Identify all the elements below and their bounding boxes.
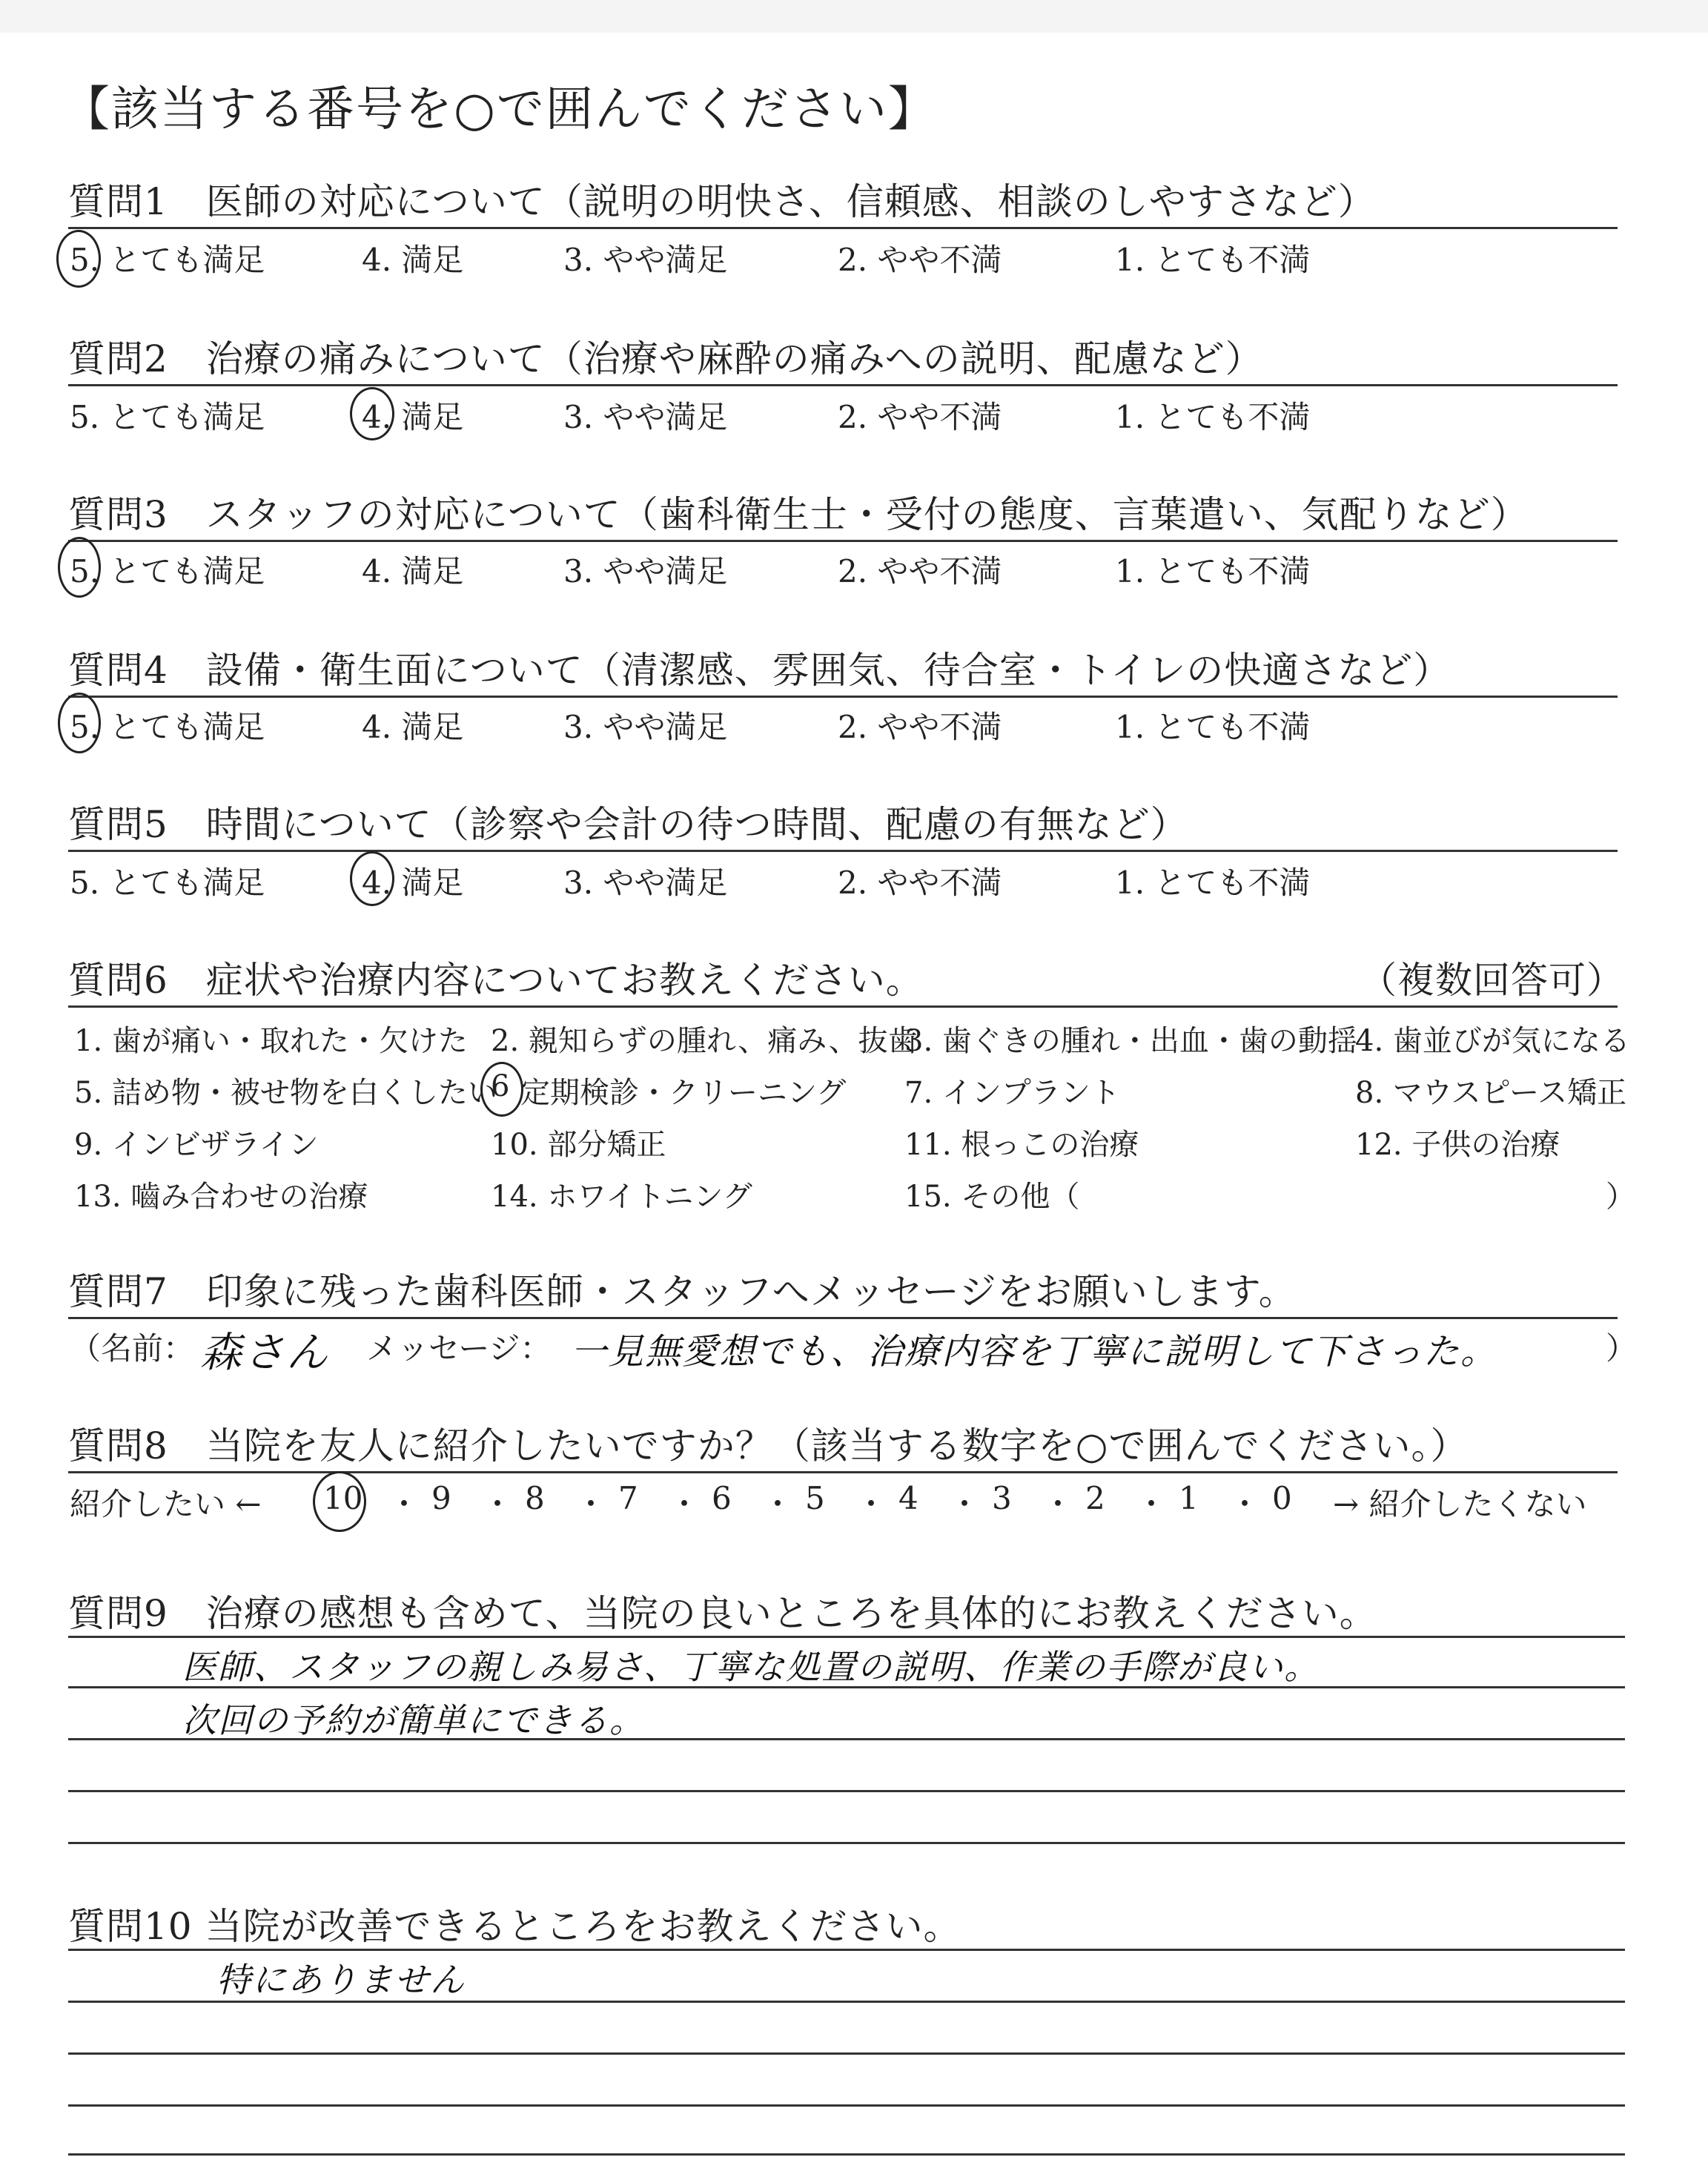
q7-rule <box>68 1317 1618 1319</box>
q8-dot: ・ <box>1042 1486 1074 1522</box>
q5-option-2[interactable]: 2. やや不満 <box>838 865 1002 901</box>
q6-item-10[interactable]: 10. 部分矯正 <box>491 1128 666 1162</box>
q6-item-6[interactable]: 定期検診・クリーニング <box>520 1076 847 1110</box>
q4-option-1[interactable]: 1. とても不満 <box>1115 709 1311 745</box>
q7-name-handwritten[interactable]: 森さん <box>200 1329 329 1377</box>
q6-item-8[interactable]: 8. マウスピース矯正 <box>1355 1076 1627 1110</box>
q8-scale-2[interactable]: 2 <box>1085 1480 1105 1516</box>
q2-option-4[interactable]: 4. 満足 <box>362 399 464 435</box>
q8-scale-9[interactable]: 9 <box>431 1480 451 1516</box>
q8-scale-10[interactable]: 10 <box>323 1480 363 1516</box>
q9-rule <box>68 1636 1625 1638</box>
q6-item-3[interactable]: 3. 歯ぐきの腫れ・出血・歯の動揺 <box>904 1024 1357 1058</box>
q5-rule <box>68 850 1618 852</box>
q4-selection-circle <box>58 693 101 753</box>
q6-multiple-answers-note: （複数回答可） <box>1360 959 1624 1002</box>
q1-option-5[interactable]: 5. とても満足 <box>70 242 265 278</box>
q9-answer-handwritten-1[interactable]: 医師、スタッフの親しみ易さ、丁寧な処置の説明、作業の手際が良い。 <box>182 1647 1320 1687</box>
q7-close-paren: ） <box>1606 1330 1638 1367</box>
q3-option-2[interactable]: 2. やや不満 <box>838 553 1002 589</box>
scan-top-edge <box>0 0 1708 33</box>
q5-option-3[interactable]: 3. やや満足 <box>563 865 728 901</box>
q8-scale-5[interactable]: 5 <box>805 1480 825 1516</box>
q8-title: 質問8 当院を友人に紹介したいですか？（該当する数字を○で囲んでください。） <box>68 1424 1469 1467</box>
q6-item-14[interactable]: 14. ホワイトニング <box>491 1180 752 1214</box>
q8-dot: ・ <box>669 1486 701 1522</box>
q6-item-7[interactable]: 7. インプラント <box>904 1076 1120 1110</box>
q4-option-2[interactable]: 2. やや不満 <box>838 709 1002 745</box>
q1-option-4[interactable]: 4. 満足 <box>362 242 464 278</box>
q8-scale-4[interactable]: 4 <box>898 1480 918 1516</box>
q1-rule <box>68 227 1618 229</box>
q6-item-4[interactable]: 4. 歯並びが気になる <box>1355 1024 1630 1058</box>
q8-right-label: → 紹介したくない <box>1333 1486 1587 1522</box>
q8-dot: ・ <box>575 1486 607 1522</box>
q2-option-2[interactable]: 2. やや不満 <box>838 399 1002 435</box>
q3-selection-circle <box>58 537 101 598</box>
q5-option-4[interactable]: 4. 満足 <box>362 865 464 901</box>
q10-answer-line <box>68 2052 1625 2055</box>
q6-selection-circle <box>480 1062 523 1117</box>
page-title: 【該当する番号を○で囲んでください】 <box>62 82 937 137</box>
q4-option-5[interactable]: 5. とても満足 <box>70 709 265 745</box>
q9-answer-line <box>68 1842 1625 1844</box>
q9-answer-handwritten-2[interactable]: 次回の予約が簡単にできる。 <box>182 1700 645 1740</box>
q3-title: 質問3 スタッフの対応について（歯科衛生士・受付の態度、言葉遣い、気配りなど） <box>68 493 1529 536</box>
q6-item-13[interactable]: 13. 嚙み合わせの治療 <box>74 1180 368 1214</box>
q8-dot: ・ <box>482 1486 514 1522</box>
q8-dot: ・ <box>1136 1486 1168 1522</box>
q8-scale-1[interactable]: 1 <box>1179 1480 1199 1516</box>
q5-option-5[interactable]: 5. とても満足 <box>70 865 265 901</box>
q3-option-1[interactable]: 1. とても不満 <box>1115 553 1311 589</box>
q8-left-label: 紹介したい ← <box>70 1486 262 1522</box>
q10-answer-line <box>68 2104 1625 2107</box>
q8-scale-8[interactable]: 8 <box>525 1480 545 1516</box>
q4-rule <box>68 696 1618 698</box>
q7-title: 質問7 印象に残った歯科医師・スタッフへメッセージをお願いします。 <box>68 1270 1297 1313</box>
q6-item-12[interactable]: 12. 子供の治療 <box>1355 1128 1560 1162</box>
q1-option-1[interactable]: 1. とても不満 <box>1115 242 1311 278</box>
q10-rule <box>68 1949 1625 1951</box>
q8-dot: ・ <box>762 1486 794 1522</box>
q8-scale-7[interactable]: 7 <box>618 1480 638 1516</box>
q6-item-5[interactable]: 5. 詰め物・被せ物を白くしたい <box>74 1076 497 1110</box>
q6-rule <box>68 1005 1618 1008</box>
q4-option-3[interactable]: 3. やや満足 <box>563 709 728 745</box>
q2-option-1[interactable]: 1. とても不満 <box>1115 399 1311 435</box>
q5-option-1[interactable]: 1. とても不満 <box>1115 865 1311 901</box>
q8-dot: ・ <box>855 1486 887 1522</box>
q8-scale-6[interactable]: 6 <box>712 1480 732 1516</box>
q6-item-6-number[interactable]: 6 <box>491 1069 510 1103</box>
q4-option-4[interactable]: 4. 満足 <box>362 709 464 745</box>
q8-scale-3[interactable]: 3 <box>992 1480 1012 1516</box>
q1-selection-circle <box>56 230 101 288</box>
q4-title: 質問4 設備・衛生面について（清潔感、雰囲気、待合室・トイレの快適さなど） <box>68 649 1452 692</box>
q2-selection-circle <box>350 387 394 440</box>
q6-title: 質問6 症状や治療内容についてお教えください。 <box>68 959 924 1002</box>
q6-item-11[interactable]: 11. 根っこの治療 <box>904 1128 1139 1162</box>
q6-item-1[interactable]: 1. 歯が痛い・取れた・欠けた <box>74 1024 468 1058</box>
q2-option-5[interactable]: 5. とても満足 <box>70 399 265 435</box>
q8-selection-circle <box>313 1471 366 1532</box>
q9-answer-line <box>68 1790 1625 1792</box>
q8-dot: ・ <box>388 1486 420 1522</box>
q10-answer-line <box>68 2153 1625 2156</box>
q7-message-handwritten[interactable]: 一見無愛想でも、治療内容を丁寧に説明して下さった。 <box>571 1331 1498 1373</box>
q3-option-5[interactable]: 5. とても満足 <box>70 553 265 589</box>
q2-title: 質問2 治療の痛みについて（治療や麻酔の痛みへの説明、配慮など） <box>68 337 1263 380</box>
q9-title: 質問9 治療の感想も含めて、当院の良いところを具体的にお教えください。 <box>68 1592 1377 1635</box>
q1-option-2[interactable]: 2. やや不満 <box>838 242 1002 278</box>
q10-title: 質問10 当院が改善できるところをお教えください。 <box>68 1905 961 1948</box>
q6-item-9[interactable]: 9. インビザライン <box>74 1128 319 1162</box>
q2-option-3[interactable]: 3. やや満足 <box>563 399 728 435</box>
q3-rule <box>68 540 1618 542</box>
q1-title: 質問1 医師の対応について（説明の明快さ、信頼感、相談のしやすさなど） <box>68 180 1376 223</box>
q8-dot: ・ <box>1229 1486 1261 1522</box>
q6-item-2[interactable]: 2. 親知らずの腫れ、痛み、抜歯 <box>491 1024 918 1058</box>
q1-option-3[interactable]: 3. やや満足 <box>563 242 728 278</box>
q5-selection-circle <box>350 851 394 906</box>
q6-item-15-close: ） <box>1606 1180 1635 1214</box>
q8-dot: ・ <box>949 1486 981 1522</box>
q8-rule <box>68 1471 1618 1473</box>
q8-scale-0[interactable]: 0 <box>1272 1480 1292 1516</box>
q7-name-label: （名前： <box>70 1330 195 1367</box>
q3-option-4[interactable]: 4. 満足 <box>362 553 464 589</box>
q3-option-3[interactable]: 3. やや満足 <box>563 553 728 589</box>
q5-title: 質問5 時間について（診察や会計の待つ時間、配慮の有無など） <box>68 803 1188 846</box>
q10-answer-handwritten[interactable]: 特にありません <box>216 1960 466 2000</box>
q2-rule <box>68 384 1618 386</box>
q6-item-15[interactable]: 15. その他（ <box>904 1180 1080 1214</box>
q7-message-label: メッセージ： <box>366 1330 552 1367</box>
